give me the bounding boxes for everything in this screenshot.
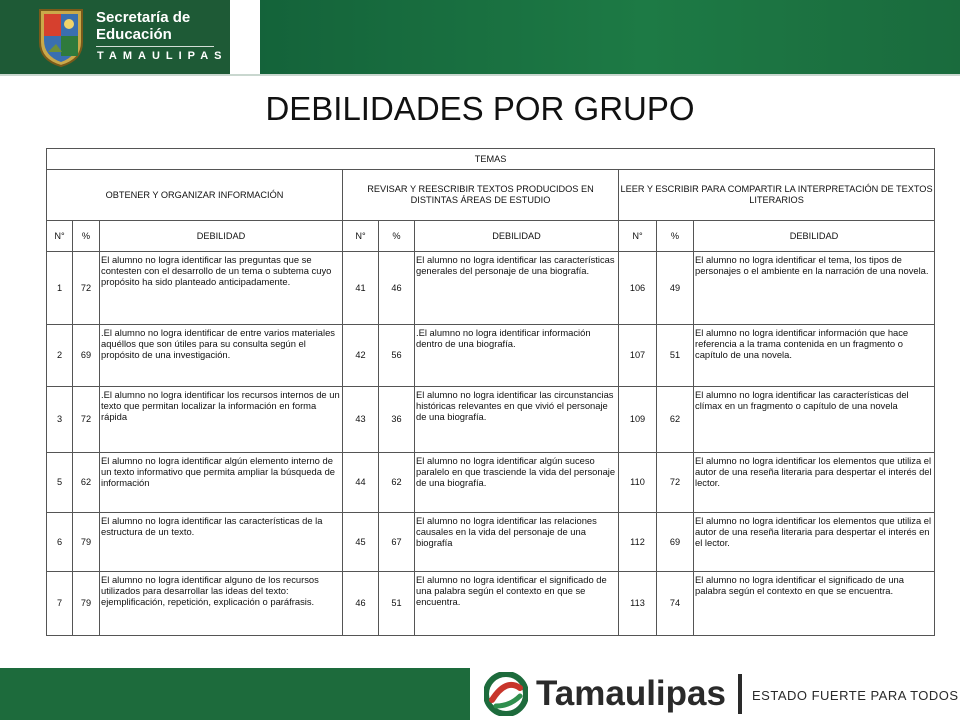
col-header-num: N°	[619, 221, 657, 252]
col-header-pct: %	[379, 221, 415, 252]
col-header-weakness: DEBILIDAD	[100, 221, 343, 252]
org-line3: TAMAULIPAS	[97, 50, 228, 62]
weakness-text: El alumno no logra identificar los elementos que utiliza el autor de una reseña literaria para despertar el interés en el lector.	[694, 513, 935, 572]
item-percent: 51	[379, 572, 415, 636]
weakness-table	[46, 148, 935, 636]
table-row	[47, 513, 935, 572]
footer-spacer	[470, 668, 480, 720]
weakness-text: El alumno no logra identificar las características generales del personaje de una biografía.	[415, 252, 619, 325]
org-line1: Secretaría de	[96, 9, 191, 26]
item-percent: 74	[657, 572, 694, 636]
item-number: 42	[343, 325, 379, 387]
item-number: 43	[343, 387, 379, 453]
page-title: DEBILIDADES POR GRUPO	[265, 90, 695, 127]
item-percent: 72	[657, 453, 694, 513]
logo-rule	[96, 46, 214, 47]
topic-header: OBTENER Y ORGANIZAR INFORMACIÓN	[47, 170, 343, 221]
item-number: 41	[343, 252, 379, 325]
weakness-text: El alumno no logra identificar alguno de los recursos utilizados para desarrollar las ideas del texto: ejemplificación, repetición, explicación o paráfrasis.	[100, 572, 343, 636]
item-percent: 62	[657, 387, 694, 453]
item-percent: 72	[73, 387, 100, 453]
item-percent: 69	[73, 325, 100, 387]
weakness-text: El alumno no logra identificar el significado de una palabra según el contexto en que se encuentra.	[415, 572, 619, 636]
item-number: 7	[47, 572, 73, 636]
weakness-text: El alumno no logra identificar las preguntas que se contesten con el desarrollo de un tema o subtema cuyo propósito ha sido planteado anticipadamente.	[100, 252, 343, 325]
item-percent: 79	[73, 513, 100, 572]
table-row	[47, 387, 935, 453]
item-number: 110	[619, 453, 657, 513]
item-percent: 67	[379, 513, 415, 572]
item-number: 109	[619, 387, 657, 453]
item-number: 44	[343, 453, 379, 513]
col-header-pct: %	[657, 221, 694, 252]
header-spacer	[230, 0, 260, 74]
temas-header: TEMAS	[47, 149, 935, 170]
weakness-text: El alumno no logra identificar el significado de una palabra según el contexto en que se encuentra.	[694, 572, 935, 636]
weakness-text: El alumno no logra identificar el tema, los tipos de personajes o el ambiente en la narración de una novela.	[694, 252, 935, 325]
item-number: 6	[47, 513, 73, 572]
weakness-text: El alumno no logra identificar las relaciones causales en la vida del personaje de una biografía	[415, 513, 619, 572]
weakness-text: .El alumno no logra identificar los recursos internos de un texto que permitan localizar la información en forma rápida	[100, 387, 343, 453]
table-row	[47, 252, 935, 325]
weakness-text: El alumno no logra identificar algún suceso paralelo en que trasciende la vida del personaje de una biografía.	[415, 453, 619, 513]
item-percent: 79	[73, 572, 100, 636]
topic-header: REVISAR Y REESCRIBIR TEXTOS PRODUCIDOS EN DISTINTAS ÁREAS DE ESTUDIO	[343, 170, 619, 221]
item-percent: 51	[657, 325, 694, 387]
footer-green-band	[0, 668, 470, 720]
col-header-pct: %	[73, 221, 100, 252]
tamaulipas-logo-icon	[484, 672, 528, 716]
item-number: 5	[47, 453, 73, 513]
item-number: 106	[619, 252, 657, 325]
table-row	[47, 325, 935, 387]
item-number: 1	[47, 252, 73, 325]
table-row	[47, 453, 935, 513]
item-percent: 36	[379, 387, 415, 453]
footer-separator	[738, 674, 742, 714]
item-percent: 46	[379, 252, 415, 325]
item-percent: 62	[379, 453, 415, 513]
col-header-weakness: DEBILIDAD	[694, 221, 935, 252]
item-number: 2	[47, 325, 73, 387]
item-percent: 49	[657, 252, 694, 325]
weakness-text: El alumno no logra identificar los elementos que utiliza el autor de una reseña literaria para despertar el interés del lector.	[694, 453, 935, 513]
item-number: 45	[343, 513, 379, 572]
item-percent: 62	[73, 453, 100, 513]
weakness-text: El alumno no logra identificar algún elemento interno de un texto informativo que permita ampliar la búsqueda de información	[100, 453, 343, 513]
weakness-text: El alumno no logra identificar información que hace referencia a la trama contenida en un fragmento o capítulo de una novela.	[694, 325, 935, 387]
header-gradient	[260, 0, 960, 74]
item-number: 113	[619, 572, 657, 636]
item-percent: 56	[379, 325, 415, 387]
col-header-num: N°	[343, 221, 379, 252]
item-number: 107	[619, 325, 657, 387]
item-percent: 72	[73, 252, 100, 325]
weakness-text: El alumno no logra identificar las características de la estructura de un texto.	[100, 513, 343, 572]
header-divider	[0, 74, 960, 76]
item-number: 46	[343, 572, 379, 636]
item-number: 3	[47, 387, 73, 453]
table-row	[47, 572, 935, 636]
footer-brand: Tamaulipas	[536, 674, 726, 713]
weakness-text: .El alumno no logra identificar información dentro de una biografía.	[415, 325, 619, 387]
org-line2: Educación	[96, 26, 172, 43]
footer-tagline: ESTADO FUERTE PARA TODOS	[752, 688, 959, 703]
col-header-num: N°	[47, 221, 73, 252]
col-header-weakness: DEBILIDAD	[415, 221, 619, 252]
weakness-text: .El alumno no logra identificar de entre varios materiales aquéllos que son útiles para su consulta según el propósito de una investigación.	[100, 325, 343, 387]
topic-header: LEER Y ESCRIBIR PARA COMPARTIR LA INTERPRETACIÓN DE TEXTOS LITERARIOS	[619, 170, 935, 221]
item-number: 112	[619, 513, 657, 572]
weakness-text: El alumno no logra identificar las circunstancias históricas relevantes en que vivió el personaje de una biografía.	[415, 387, 619, 453]
weakness-text: El alumno no logra identificar las características del clímax en un fragmento o capítulo de una novela	[694, 387, 935, 453]
item-percent: 69	[657, 513, 694, 572]
state-shield-icon	[36, 6, 86, 68]
